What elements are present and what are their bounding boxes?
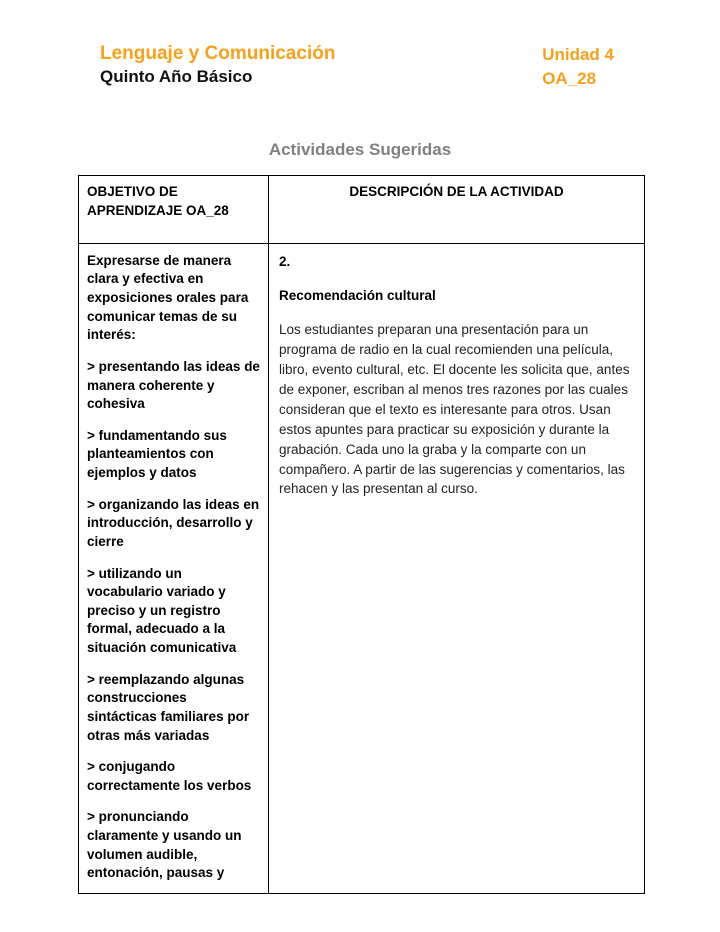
activities-table [78, 175, 645, 894]
document-header [100, 42, 614, 90]
oa-code-label: OA_28 [542, 68, 597, 88]
objective-bullet: > utilizando un vocabulario variado y preciso y un registro formal, adecuado a la situación comunicativa [87, 565, 237, 656]
objective-intro: Expresarse de manera clara y efectiva en exposiciones orales para comunicar temas de su interés: [87, 252, 249, 343]
objective-bullet: > pronunciando claramente y usando un volumen audible, entonación, pausas y [87, 809, 242, 881]
objective-cell [79, 243, 269, 893]
objective-bullet: > presentando las ideas de manera coherente y cohesiva [87, 358, 260, 412]
objective-bullet: > fundamentando sus planteamientos con ejemplos y datos [87, 427, 227, 481]
header-right-block [542, 42, 614, 90]
activity-title: Recomendación cultural [279, 287, 436, 303]
activity-number: 2. [279, 253, 291, 269]
objective-bullet: > conjugando correctamente los verbos [87, 759, 252, 793]
unit-label: Unidad 4 [542, 45, 614, 64]
table-row [79, 243, 645, 893]
objective-bullet: > organizando las ideas en introducción, desarrollo y cierre [87, 496, 260, 549]
activity-column-header: DESCRIPCIÓN DE LA ACTIVIDAD [269, 176, 645, 244]
grade-title: Quinto Año Básico [100, 66, 253, 86]
header-left-block [100, 42, 335, 89]
subject-title: Lenguaje y Comunicación [100, 43, 336, 64]
objective-bullet: > reemplazando algunas construcciones sintácticas familiares por otras más variadas [87, 671, 250, 743]
activity-description: Los estudiantes preparan una presentación para un programa de radio en la cual recomienden una película, libro, evento cultural, etc. El docente les solicita que, antes de exponer, escriban al menos tres razones por las cuales consideran que el texto es interesante para otros. Usan estos apuntes para practicar su exposición y durante la grabación. Cada uno la graba y la comparte con un compañero. A partir de las sugerencias y comentarios, las rehacen y las presentan al curso. [279, 321, 630, 497]
page-title: Actividades Sugeridas [268, 140, 452, 159]
table-header-row [79, 176, 645, 244]
activity-cell [269, 243, 645, 893]
objective-column-header: OBJETIVO DE APRENDIZAJE OA_28 [79, 176, 269, 244]
